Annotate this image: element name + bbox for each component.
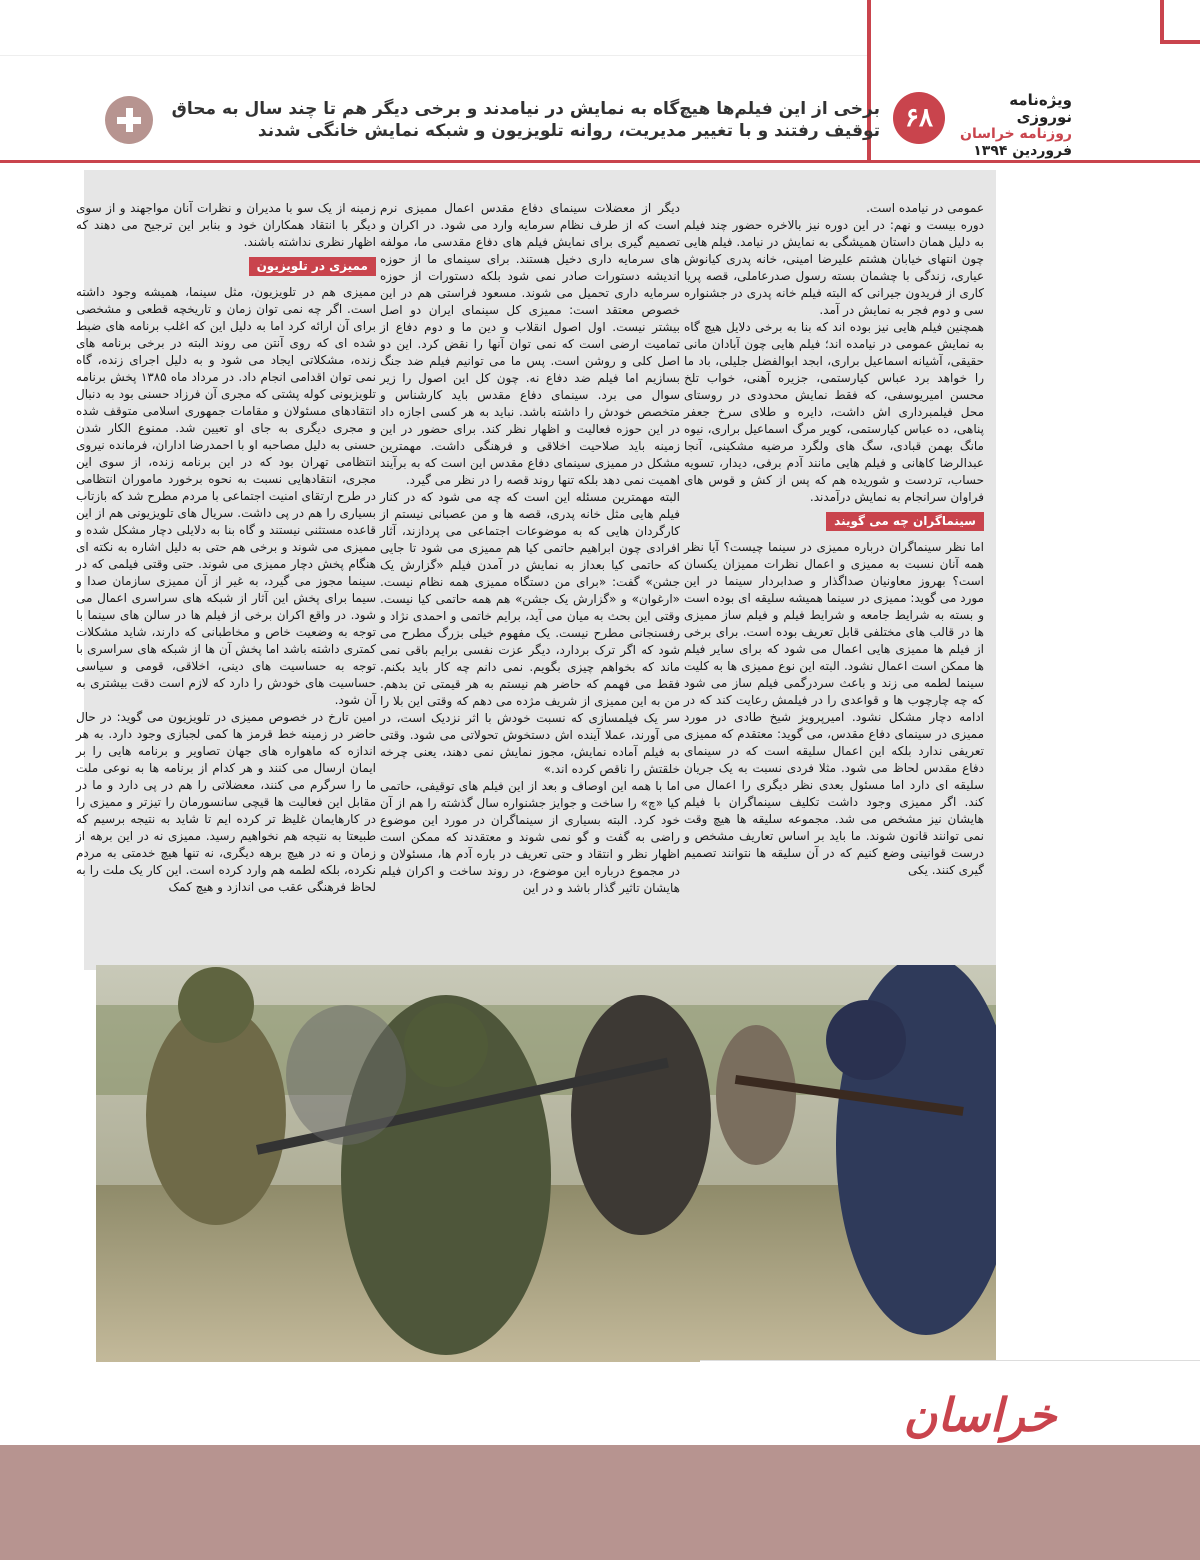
paragraph: اما با همه این اوصاف و بعد از این فیلم های توقیفی، حاتمی کیا «چ» را ساخت و جوایز جشنواره سال گذشته را هم از آن خود کرد. البته بسیاری از سینماگران در مورد این موضوع راضی به گفت و گو نمی شوند و معتقدند که ممکن است اظهار نظر و انتقاد و حتی تعریف در باره آدم ها، مسئولان و در مجموع درباره این موضوع، در روند ساخت و اکران فیلم هایشان تاثیر گذار باشد و در این [380, 779, 680, 895]
header-divider-top [1160, 40, 1200, 44]
header-divider-top-left [0, 55, 867, 56]
issue-info [952, 92, 1072, 160]
page-headline: برخی از این فیلم‌ها هیچ‌گاه به نمایش در نیامدند و برخی دیگر هم تا چند سال به محاق توقیف رفتند و با تغییر مدیریت، روانه تلویزیون و شبکه نمایش خانگی شدند [171, 99, 880, 141]
page-header [0, 0, 1200, 165]
article-column-left [76, 200, 376, 896]
paragraph: همچنین فیلم هایی نیز بوده اند که بنا به برخی دلایل هیچ گاه به نمایش عمومی در نیامده اند؛ فیلم هایی چون آبادان مانی حقیقی، آشیانه اسماعیل براری، ابجد ابوالفضل جلیلی، باد ما را خواهد برد عباس کیارستمی، جزیره آهنی، خواب تلخ محسن امیریوسفی، که فقط نمایش محدودی در روستای محل فیلمبرداری اش داشت، دایره و طلای سرخ جعفر پناهی، ده عباس کیارستمی، کویر مرگ اسماعیل براری، نیوه مانگ بهمن قبادی، سگ های ولگرد مرضیه مشکینی، آنجا عبدالرضا کاهانی و فیلم هایی مانند آدم برفی، دیدار، تسویه حساب، تردست و شوریده هم که پس از کش و قوس های فراوان سرانجام به نمایش درآمدند. [684, 320, 984, 504]
page-number: ۶۸ [905, 103, 933, 133]
paragraph: ممیزی هم در تلویزیون، مثل سینما، همیشه وجود داشته است. اگر چه نمی توان زمان و تاریخچه قطعی و مشخصی برای آن ارائه کرد اما به دلیل این که اغلب برنامه های ضبط شده ای که روی آنتن می روند البته در برخی برنامه های زنده، مشکلاتی ایجاد می شود و به دلیل اجرای زنده، گاه نمی توان اقدامی انجام داد. در مرداد ماه ۱۳۸۵ پخش برنامه تلویزیونی کوله پشتی که مجری آن فرزاد حسنی بود به دنبال انتقادهای مسئولان و مقامات جمهوری اسلامی متوقف شده و مجری دیگری به جای او تعیین شد. ممنوع الکار شدن حسنی به دلیل مصاحبه او با احمدرضا اداران، فرمانده نیروی انتظامی تهران بود که در این برنامه زنده، از سوی این مجری، انتقادهایی نسبت به نحوه برخورد ماموران انتظامی در طرح ارتقای امنیت اجتماعی با مردم مطرح شد که بازتاب بسیاری را هم در پی داشت. سریال های تلویزیونی هم از این قاعده مستثنی نیستند و گاه بنا به دلایلی دچار مشکل شده و ممیزی می شوند و برخی هم حتی به دلیل اشاره به نکته ای هنگام پخش دچار ممیزی می شوند. حتی وقتی فیلمی که در سینما مجوز می گیرد، به غیر از آن ممیزی سازمان صدا و سیما برای پخش این آثار از شبکه های سراسری اعمال می شود. در واقع اکران برخی از فیلم ها در سالن های سینما با توجه به وضعیت خاص و مخاطبانی که دارند، شاید مشکلات کمتری داشته باشد اما پخش آن ها از شبکه های سراسری با توجه به حساسیت های دینی، اخلاقی، قومی و سیاسی حساسیت های خودش را دارد که لازم است دقت بیشتری به آن شود. [76, 285, 376, 707]
section-subhead: ممیزی در تلویزیون [249, 257, 376, 276]
newspaper-logo: خراسان [903, 1388, 1057, 1442]
article-column-middle [380, 200, 680, 897]
header-divider-vertical-left [1160, 0, 1164, 42]
article-photo [96, 965, 996, 1362]
paragraph: دوره بیست و نهم: در این دوره نیز بالاخره حضور چند فیلم به دلیل همان داستان همیشگی به نمایش در نیامد. فیلم هایی چون انتهای خیابان هشتم علیرضا امینی، خانه پدری کیانوش عیاری، زندگی با چشمان بسته رسول صدرعاملی، قصه پریا کاری از فریدون جیرانی که البته فیلم خانه پدری در جشنواره سی و دوم فجر به نمایش در آمد. [684, 218, 984, 317]
page-number-badge [893, 92, 945, 144]
plus-icon [105, 96, 153, 144]
issue-date: فروردین ۱۳۹۴ [973, 143, 1072, 159]
paragraph: عمومی در نیامده است. [866, 201, 984, 215]
footer-band [0, 1445, 1200, 1560]
paper-name: روزنامه خراسان [960, 126, 1072, 142]
article-body [76, 170, 996, 970]
paragraph: اما نظر سینماگران درباره ممیزی در سینما چیست؟ آیا نظر همه آنان نسبت به ممیزی و اعمال نظرات ممیزان یکسان است؟ بهروز معاونیان صداگذار و صدابردار سینما در این مورد می گوید: ممیزی در سینما همیشه سلیقه ای بوده است و بسته به شرایط جامعه و شرایط فیلم و فیلم ساز ممیزی ها در قالب های مختلفی قابل تعریف بوده است. برای برخی از فیلم ها ممیزی هایی اعمال می شود که برای سایر فیلم ها ممکن است اعمال نشود. البته این نوع ممیزی ها به کلیت سینما لطمه می زند و باعث سردرگمی فیلم ساز می شود که چه چارچوب ها و قواعدی را در فیلمش رعایت کند که در ادامه دچار مشکل نشود. امیرپرویز شیخ طادی در مورد ممیزی در سینمای دفاع مقدس، می گوید: معتقدم که ممیزی تعریفی ندارد بلکه این اعمال سلیقه است که در سینمای دفاع مقدس لحاظ می شود. مثلا فردی نسبت به یک جریان سلیقه ای دارد اما مسئول بعدی نظر دیگری را اعمال می کند. اگر ممیزی وجود داشت تکلیف سینماگران با فیلم هایشان نیز مشخص می شد. مجموعه سلیقه ها هیچ وقت نمی توانند قانون شوند. ما باید بر اساس تعاریف مشخص و درست قوانینی وضع کنیم که در آن سلیقه ها نتوانند تصمیم گیری کنند. یکی [684, 540, 984, 877]
section-subhead: سینماگران چه می گویند [826, 512, 984, 531]
article-column-right [684, 200, 984, 879]
paragraph: امین تارخ در خصوص ممیزی در تلویزیون می گوید: در حال حاضر در زمینه خط قرمز ها کمی لجبازی وجود دارد. به هر اندازه که ماهواره های جهان تصاویر و برنامه هایی را بر ایمان ارسال می کنند و هر کدام از برنامه ها به نوعی ملت ما را سرگرم می کنند، معضلاتی را هم در پی دارد و ما در مقابل این فعالیت ها قیچی سانسورمان را تیزتر و ممیزی را در کارهایمان غلیظ تر کرده ایم تا شاید به نتیجه برسیم که طبیعتا به نتیجه هم نخواهیم رسید. ممیزی نه در این برهه از زمان و نه در هیچ برهه دیگری، نه تنها هیچ خدمتی به مردم نکرده، بلکه لطمه هم وارد کرده است. این کار یک ملت را به لحاظ فرهنگی عقب می اندازد و هیچ کمک [76, 710, 376, 894]
photo-illustration [96, 965, 996, 1362]
paragraph: دیگر از معضلات سینمای دفاع مقدس اعمال ممیزی نرم است که از طرف نظام سرمایه وارد می شود. در اکران و تصمیم گیری برای نمایش فیلم های دفاع مقدسی ما، مولفه های سرمایه داری دخیل هستند. برای سینمای ما از حوزه اندیشه دستورات صادر نمی شود بلکه دستورات از حوزه سرمایه داری تحمیل می شوند. مسعود فراستی هم در این خصوص معتقد است: ممیزی کل سینمای ایران دو اصل بیشتر نیست. اول اصول انقلاب و دین ما و دوم دفاع از تمامیت ارضی است که نمی توان آنها را نقض کرد. این دو اصل کلی و روشن است. پس ما می توانیم فیلم ضد جنگ بسازیم اما فیلم ضد دفاع نه. چون کل این اصول را زیر سوال می برد. سینمای دفاع مقدس باید کارشناس و متخصص خودش را داشته باشد. نباید به هر کسی اجازه داد در این حوزه فعالیت و اظهار نظر کند. برای حضور در این زمینه باید صلاحیت اخلاقی و فرهنگی داشت. مهمترین مشکل در ممیزی سینمای دفاع مقدس این است که به برآیند اهمیت نمی دهد بلکه تنها روند قصه را در نظر می گیرد. [380, 201, 680, 487]
paragraph: البته مهمترین مسئله این است که چه می شود که در کنار فیلم هایی مثل خانه پدری، قصه ها و من عصبانی نیستم از کارگردان هایی که به موضوعات اجتماعی می پردازند، آثار افرادی چون ابراهیم حاتمی کیا هم ممیزی می شود تا جایی که حاتمی کیا بعداز به نمایش در آمدن فیلم «گزارش یک جشن» گفت: «برای من دستگاه ممیزی همه نظام نیست. «ارغوان» و «گزارش یک جشن» هم همه حاتمی کیا نیست. وقتی این بحث به میان می آید، برایم خاتمی و احمدی نژاد و رفسنجانی مطرح نیست. یک مفهوم خیلی بزرگ مطرح می شود که اگر ترک بردارد، دیگر عزت نفسی برایم باقی نمی ماند که بخواهم چیزی بگویم. نمی دانم چه کار باید بکنم. فقط می فهمم که حاضر هم نیستم به هر قیمتی تن بدهم. من به این ممیزی از شریف مژده می دهم که وقتی این بلا را سر یک فیلمسازی که نسبت خودش با اثر نزدیک است، در می آورند، عملا آینده اش دستخوش تحولاتی می شود. وقتی به فیلم آماده نمایش، مجوز نمایش نمی دهند، یعنی چرخه خلقتش را ناقص کرده اند.» [380, 490, 680, 776]
issue-name: ویژه‌نامه نوروزی [1009, 91, 1072, 126]
paragraph: زمینه از یک سو با مدیران و نظرات آنان مواجهند و از سوی دیگر با انتقاد همکاران خود و بنابر این ترجیح می دهند که اظهار نظری نداشته باشند. [76, 201, 376, 249]
header-divider-bottom [0, 160, 1200, 163]
